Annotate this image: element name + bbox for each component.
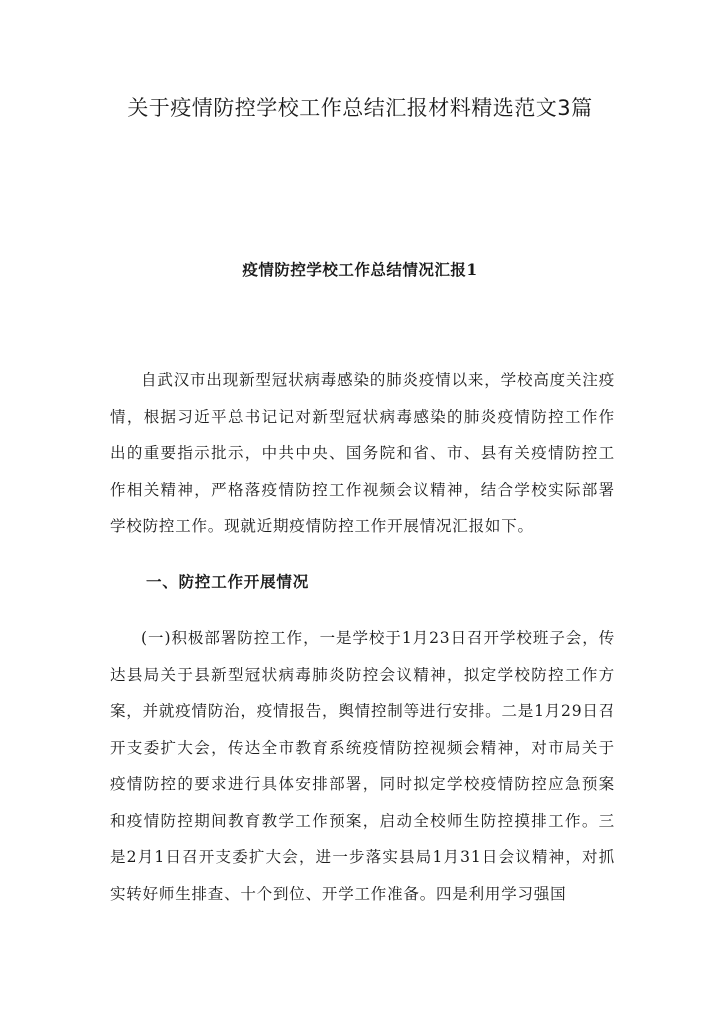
- intro-paragraph: 自武汉市出现新型冠状病毒感染的肺炎疫情以来，学校高度关注疫情，根据习近平总书记记对新型冠状病毒感染的肺炎疫情防控工作作出的重要指示批示，中共中央、国务院和省、市、县有关疫情防控工作相关精神，严格落疫情防控工作视频会议精神，结合学校实际部署学校防控工作。现就近期疫情防控工作开展情况汇报如下。: [110, 371, 615, 535]
- section-heading: 一、防控工作开展情况: [146, 572, 310, 591]
- document-title: 关于疫情防控学校工作总结汇报材料精选范文3篇: [127, 96, 593, 120]
- body-paragraph: (一)积极部署防控工作，一是学校于1月23日召开学校班子会，传达县局关于县新型冠状病毒肺炎防控会议精神，拟定学校防控工作方案，并就疫情防治，疫情报告，舆情控制等进行安排。二是1月29日召开支委扩大会，传达全市教育系统疫情防控视频会精神，对市局关于疫情防控的要求进行具体安排部署，同时拟定学校疫情防控应急预案和疫情防控期间教育教学工作预案，启动全校师生防控摸排工作。三是2月1日召开支委扩大会，进一步落实县局1月31日会议精神，对抓实转好师生排查、十个到位、开学工作准备。四是利用学习强国: [110, 629, 615, 903]
- section-title: 疫情防控学校工作总结情况汇报1: [242, 260, 478, 279]
